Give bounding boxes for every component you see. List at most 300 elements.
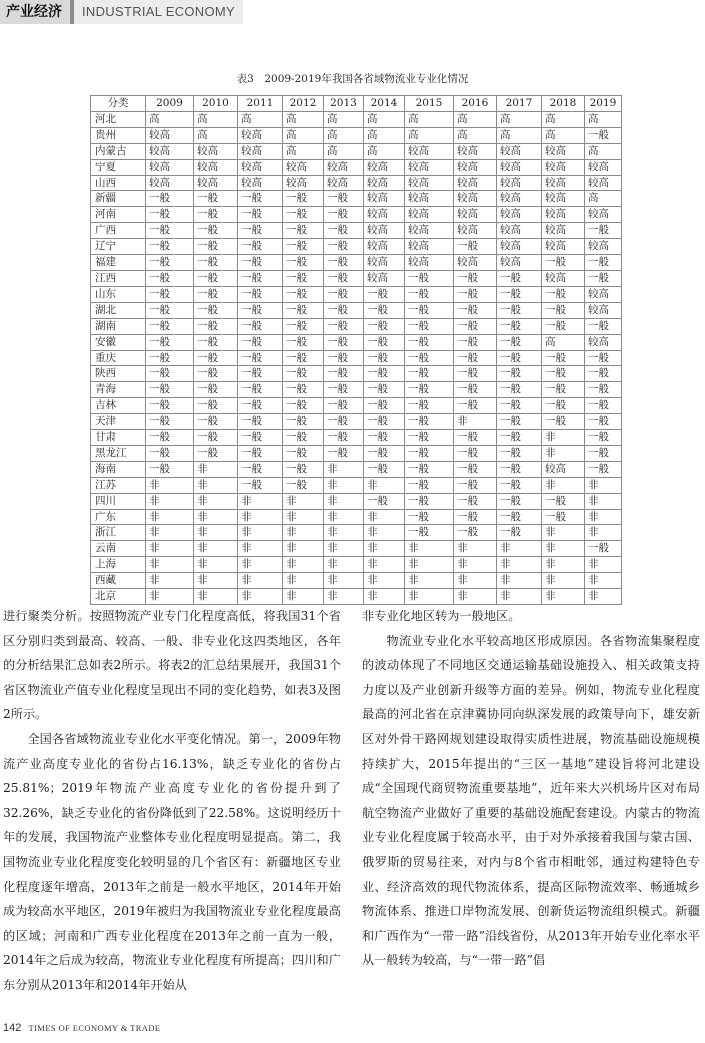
level-cell: 非 (585, 493, 622, 509)
level-cell: 一般 (542, 509, 585, 525)
province-cell: 西藏 (91, 573, 146, 589)
level-cell: 高 (542, 111, 585, 127)
level-cell: 非 (238, 589, 283, 605)
level-cell: 一般 (454, 286, 497, 302)
level-cell: 一般 (146, 255, 194, 271)
level-cell: 一般 (283, 207, 324, 223)
level-cell: 较高 (454, 159, 497, 175)
province-cell: 四川 (91, 493, 146, 509)
level-cell: 一般 (585, 430, 622, 446)
province-cell: 江西 (91, 270, 146, 286)
level-cell: 一般 (542, 493, 585, 509)
level-cell: 一般 (324, 398, 364, 414)
province-cell: 浙江 (91, 525, 146, 541)
level-cell: 一般 (283, 445, 324, 461)
paragraph: 进行聚类分析。按照物流产业专门化程度高低，将我国31个省区分别归类到最高、较高、一般、非专业化这四类地区，各年的分析结果汇总如表2所示。将表2的汇总结果展开，我国31个省区物流业产值专业化程度呈现出不同的变化趋势，如表3及图2所示。 (3, 609, 341, 722)
level-cell: 非 (454, 589, 497, 605)
level-cell: 非 (405, 541, 454, 557)
level-cell: 非 (324, 573, 364, 589)
table-row (91, 493, 622, 509)
left-text-column (3, 604, 341, 998)
level-cell: 高 (364, 143, 405, 159)
table-row (91, 111, 622, 127)
level-cell: 一般 (497, 382, 542, 398)
level-cell: 非 (194, 557, 238, 573)
level-cell: 一般 (542, 255, 585, 271)
level-cell: 一般 (146, 302, 194, 318)
level-cell: 一般 (585, 270, 622, 286)
level-cell: 高 (497, 111, 542, 127)
level-cell: 较高 (364, 270, 405, 286)
level-cell: 一般 (454, 302, 497, 318)
level-cell: 非 (324, 493, 364, 509)
level-cell: 一般 (194, 318, 238, 334)
column-header: 2011 (238, 96, 283, 112)
table-row (91, 366, 622, 382)
level-cell: 一般 (283, 302, 324, 318)
level-cell: 一般 (454, 525, 497, 541)
level-cell: 非 (146, 509, 194, 525)
specialization-table (90, 95, 622, 605)
level-cell: 一般 (497, 350, 542, 366)
level-cell: 一般 (194, 255, 238, 271)
level-cell: 非 (364, 573, 405, 589)
level-cell: 一般 (364, 334, 405, 350)
level-cell: 非 (324, 461, 364, 477)
level-cell: 高 (454, 127, 497, 143)
level-cell: 一般 (283, 461, 324, 477)
level-cell: 非 (364, 509, 405, 525)
level-cell: 非 (454, 573, 497, 589)
table-row (91, 318, 622, 334)
level-cell: 高 (238, 111, 283, 127)
level-cell: 非 (194, 477, 238, 493)
level-cell: 较高 (364, 159, 405, 175)
level-cell: 一般 (238, 445, 283, 461)
table-row (91, 477, 622, 493)
level-cell: 较高 (238, 127, 283, 143)
province-cell: 青海 (91, 382, 146, 398)
province-cell: 甘肃 (91, 430, 146, 446)
level-cell: 一般 (283, 334, 324, 350)
level-cell: 非 (324, 557, 364, 573)
table-row (91, 239, 622, 255)
level-cell: 一般 (405, 493, 454, 509)
level-cell: 较高 (238, 143, 283, 159)
level-cell: 一般 (454, 334, 497, 350)
level-cell: 一般 (454, 350, 497, 366)
level-cell: 一般 (454, 398, 497, 414)
level-cell: 一般 (146, 445, 194, 461)
level-cell: 一般 (238, 255, 283, 271)
level-cell: 较高 (497, 143, 542, 159)
level-cell: 非 (194, 493, 238, 509)
page-number: 142 (3, 1022, 22, 1034)
level-cell: 一般 (405, 286, 454, 302)
level-cell: 一般 (364, 302, 405, 318)
level-cell: 一般 (364, 286, 405, 302)
level-cell: 较高 (238, 175, 283, 191)
level-cell: 一般 (454, 318, 497, 334)
level-cell: 高 (585, 111, 622, 127)
level-cell: 一般 (146, 239, 194, 255)
level-cell: 一般 (146, 191, 194, 207)
level-cell: 一般 (497, 366, 542, 382)
level-cell: 一般 (283, 477, 324, 493)
level-cell: 一般 (146, 366, 194, 382)
level-cell: 一般 (283, 270, 324, 286)
level-cell: 一般 (194, 302, 238, 318)
level-cell: 非 (146, 477, 194, 493)
province-cell: 山东 (91, 286, 146, 302)
level-cell: 一般 (405, 382, 454, 398)
level-cell: 一般 (238, 302, 283, 318)
level-cell: 高 (283, 127, 324, 143)
level-cell: 高 (405, 127, 454, 143)
column-header: 2016 (454, 96, 497, 112)
level-cell: 一般 (497, 398, 542, 414)
level-cell: 非 (194, 509, 238, 525)
level-cell: 一般 (194, 398, 238, 414)
level-cell: 一般 (454, 461, 497, 477)
level-cell: 一般 (585, 223, 622, 239)
level-cell: 较高 (542, 461, 585, 477)
journal-name: TIMES OF ECONOMY & TRADE (28, 1023, 161, 1033)
level-cell: 一般 (146, 350, 194, 366)
level-cell: 一般 (283, 239, 324, 255)
level-cell: 一般 (324, 318, 364, 334)
level-cell: 非 (324, 541, 364, 557)
level-cell: 一般 (585, 414, 622, 430)
level-cell: 非 (364, 525, 405, 541)
column-header: 分类 (91, 96, 146, 112)
table-row (91, 334, 622, 350)
level-cell: 非 (405, 573, 454, 589)
level-cell: 较高 (283, 159, 324, 175)
level-cell: 一般 (146, 223, 194, 239)
level-cell: 一般 (238, 477, 283, 493)
province-cell: 山西 (91, 175, 146, 191)
level-cell: 一般 (542, 382, 585, 398)
table-row (91, 398, 622, 414)
level-cell: 一般 (454, 239, 497, 255)
section-title-en: INDUSTRIAL ECONOMY (74, 0, 243, 24)
level-cell: 一般 (238, 334, 283, 350)
level-cell: 一般 (497, 302, 542, 318)
level-cell: 高 (542, 127, 585, 143)
level-cell: 高 (324, 143, 364, 159)
level-cell: 一般 (146, 461, 194, 477)
level-cell: 非 (497, 557, 542, 573)
level-cell: 一般 (146, 318, 194, 334)
level-cell: 一般 (497, 477, 542, 493)
level-cell: 较高 (454, 223, 497, 239)
level-cell: 高 (194, 111, 238, 127)
province-cell: 河北 (91, 111, 146, 127)
level-cell: 一般 (497, 286, 542, 302)
level-cell: 较高 (542, 159, 585, 175)
province-cell: 湖北 (91, 302, 146, 318)
column-header: 2014 (364, 96, 405, 112)
level-cell: 一般 (283, 286, 324, 302)
level-cell: 一般 (405, 509, 454, 525)
level-cell: 非 (283, 557, 324, 573)
level-cell: 一般 (283, 414, 324, 430)
level-cell: 非 (585, 589, 622, 605)
level-cell: 一般 (238, 430, 283, 446)
level-cell: 高 (194, 127, 238, 143)
level-cell: 一般 (542, 302, 585, 318)
level-cell: 一般 (585, 445, 622, 461)
page-footer (3, 1022, 160, 1034)
level-cell: 非 (497, 573, 542, 589)
level-cell: 一般 (585, 398, 622, 414)
level-cell: 一般 (238, 414, 283, 430)
level-cell: 较高 (454, 191, 497, 207)
level-cell: 非 (364, 541, 405, 557)
level-cell: 一般 (364, 398, 405, 414)
level-cell: 非 (238, 541, 283, 557)
level-cell: 一般 (405, 302, 454, 318)
level-cell: 较高 (497, 159, 542, 175)
level-cell: 一般 (405, 398, 454, 414)
level-cell: 一般 (364, 493, 405, 509)
province-cell: 海南 (91, 461, 146, 477)
level-cell: 非 (542, 573, 585, 589)
level-cell: 一般 (324, 191, 364, 207)
level-cell: 非 (324, 509, 364, 525)
province-cell: 贵州 (91, 127, 146, 143)
level-cell: 较高 (146, 143, 194, 159)
level-cell: 非 (405, 589, 454, 605)
level-cell: 非 (238, 525, 283, 541)
level-cell: 较高 (542, 191, 585, 207)
level-cell: 一般 (454, 509, 497, 525)
level-cell: 非 (364, 589, 405, 605)
table-row (91, 541, 622, 557)
level-cell: 一般 (405, 525, 454, 541)
province-cell: 重庆 (91, 350, 146, 366)
level-cell: 一般 (364, 366, 405, 382)
level-cell: 较高 (497, 175, 542, 191)
level-cell: 一般 (194, 207, 238, 223)
level-cell: 高 (497, 127, 542, 143)
level-cell: 高 (364, 111, 405, 127)
level-cell: 一般 (585, 255, 622, 271)
table-row (91, 525, 622, 541)
column-header: 2013 (324, 96, 364, 112)
level-cell: 一般 (194, 286, 238, 302)
level-cell: 一般 (146, 286, 194, 302)
level-cell: 非 (146, 493, 194, 509)
table-row (91, 207, 622, 223)
level-cell: 非 (283, 525, 324, 541)
table-body (91, 111, 622, 604)
level-cell: 一般 (194, 270, 238, 286)
level-cell: 一般 (283, 255, 324, 271)
level-cell: 一般 (238, 350, 283, 366)
level-cell: 非 (283, 541, 324, 557)
level-cell: 非 (542, 477, 585, 493)
level-cell: 高 (454, 111, 497, 127)
level-cell: 较高 (497, 207, 542, 223)
level-cell: 一般 (454, 445, 497, 461)
level-cell: 一般 (194, 430, 238, 446)
level-cell: 非 (405, 557, 454, 573)
level-cell: 非 (146, 589, 194, 605)
level-cell: 高 (542, 334, 585, 350)
level-cell: 非 (454, 414, 497, 430)
table-row (91, 461, 622, 477)
level-cell: 非 (454, 557, 497, 573)
level-cell: 一般 (585, 350, 622, 366)
province-cell: 江苏 (91, 477, 146, 493)
table-row (91, 159, 622, 175)
level-cell: 一般 (324, 414, 364, 430)
level-cell: 高 (585, 191, 622, 207)
level-cell: 一般 (324, 382, 364, 398)
level-cell: 高 (364, 127, 405, 143)
level-cell: 一般 (364, 445, 405, 461)
level-cell: 一般 (405, 477, 454, 493)
level-cell: 一般 (283, 223, 324, 239)
level-cell: 较高 (542, 143, 585, 159)
column-header: 2015 (405, 96, 454, 112)
level-cell: 一般 (194, 239, 238, 255)
level-cell: 一般 (454, 430, 497, 446)
level-cell: 高 (324, 111, 364, 127)
level-cell: 一般 (194, 382, 238, 398)
level-cell: 较高 (364, 223, 405, 239)
level-cell: 非 (194, 573, 238, 589)
level-cell: 较高 (364, 191, 405, 207)
level-cell: 较高 (585, 302, 622, 318)
table-row (91, 175, 622, 191)
table-row (91, 573, 622, 589)
table-row (91, 255, 622, 271)
level-cell: 非 (585, 573, 622, 589)
level-cell: 非 (497, 541, 542, 557)
level-cell: 一般 (238, 207, 283, 223)
province-cell: 吉林 (91, 398, 146, 414)
level-cell: 较高 (405, 223, 454, 239)
level-cell: 较高 (364, 175, 405, 191)
level-cell: 一般 (324, 255, 364, 271)
section-header (0, 0, 243, 24)
table-row (91, 382, 622, 398)
level-cell: 非 (194, 541, 238, 557)
province-cell: 新疆 (91, 191, 146, 207)
table-row (91, 589, 622, 605)
level-cell: 一般 (324, 207, 364, 223)
level-cell: 非 (194, 525, 238, 541)
level-cell: 一般 (454, 477, 497, 493)
column-header: 2012 (283, 96, 324, 112)
level-cell: 一般 (194, 223, 238, 239)
level-cell: 一般 (364, 350, 405, 366)
level-cell: 较高 (454, 255, 497, 271)
level-cell: 非 (542, 525, 585, 541)
level-cell: 一般 (497, 445, 542, 461)
level-cell: 较高 (542, 239, 585, 255)
level-cell: 非 (585, 557, 622, 573)
level-cell: 较高 (542, 223, 585, 239)
level-cell: 较高 (146, 127, 194, 143)
level-cell: 较高 (585, 286, 622, 302)
level-cell: 高 (283, 111, 324, 127)
level-cell: 非 (146, 557, 194, 573)
province-cell: 上海 (91, 557, 146, 573)
level-cell: 非 (585, 509, 622, 525)
level-cell: 较高 (454, 143, 497, 159)
level-cell: 非 (585, 525, 622, 541)
table-row (91, 302, 622, 318)
level-cell: 较高 (405, 159, 454, 175)
province-cell: 陕西 (91, 366, 146, 382)
level-cell: 一般 (324, 334, 364, 350)
province-cell: 广东 (91, 509, 146, 525)
level-cell: 一般 (542, 350, 585, 366)
level-cell: 较高 (454, 175, 497, 191)
level-cell: 一般 (542, 414, 585, 430)
level-cell: 一般 (283, 366, 324, 382)
level-cell: 一般 (585, 382, 622, 398)
level-cell: 较高 (497, 239, 542, 255)
level-cell: 非 (324, 525, 364, 541)
level-cell: 非 (238, 557, 283, 573)
level-cell: 较高 (364, 255, 405, 271)
level-cell: 一般 (454, 270, 497, 286)
column-header: 2010 (194, 96, 238, 112)
level-cell: 一般 (146, 382, 194, 398)
table-row (91, 350, 622, 366)
level-cell: 一般 (194, 334, 238, 350)
province-cell: 辽宁 (91, 239, 146, 255)
level-cell: 较高 (405, 191, 454, 207)
level-cell: 非 (542, 541, 585, 557)
level-cell: 一般 (497, 334, 542, 350)
level-cell: 较高 (405, 255, 454, 271)
level-cell: 较高 (405, 143, 454, 159)
level-cell: 非 (146, 525, 194, 541)
level-cell: 一般 (283, 350, 324, 366)
column-header: 2018 (542, 96, 585, 112)
province-cell: 安徽 (91, 334, 146, 350)
level-cell: 较高 (585, 207, 622, 223)
level-cell: 一般 (238, 270, 283, 286)
table-row (91, 127, 622, 143)
level-cell: 一般 (585, 127, 622, 143)
level-cell: 较高 (283, 175, 324, 191)
level-cell: 较高 (585, 175, 622, 191)
level-cell: 非 (585, 477, 622, 493)
level-cell: 一般 (238, 461, 283, 477)
level-cell: 一般 (146, 430, 194, 446)
level-cell: 较高 (542, 207, 585, 223)
level-cell: 一般 (194, 366, 238, 382)
table-row (91, 557, 622, 573)
level-cell: 一般 (497, 318, 542, 334)
level-cell: 一般 (454, 382, 497, 398)
province-cell: 北京 (91, 589, 146, 605)
level-cell: 较高 (324, 159, 364, 175)
level-cell: 一般 (194, 350, 238, 366)
level-cell: 一般 (283, 430, 324, 446)
table-header-row (91, 96, 622, 112)
level-cell: 一般 (497, 525, 542, 541)
level-cell: 一般 (324, 223, 364, 239)
level-cell: 一般 (324, 350, 364, 366)
